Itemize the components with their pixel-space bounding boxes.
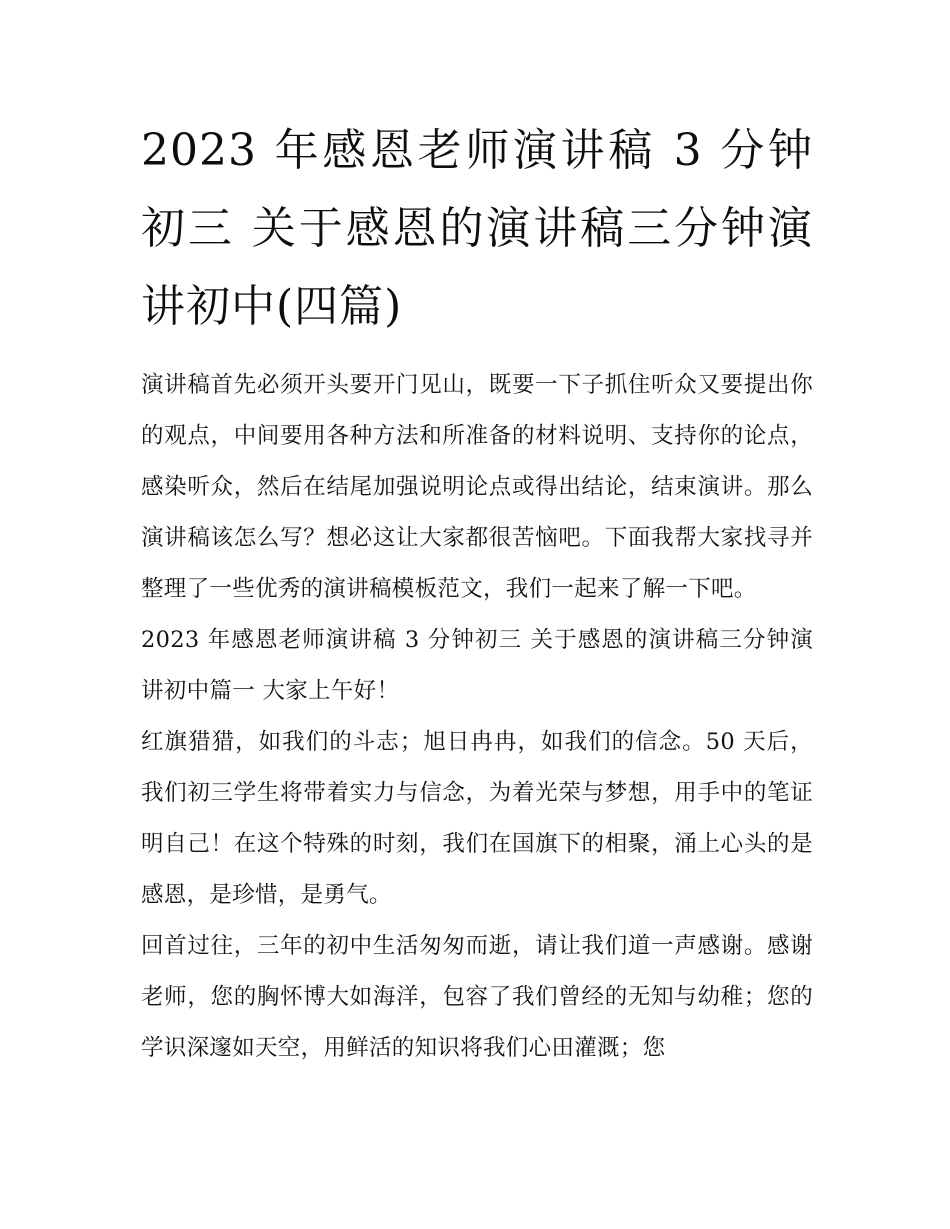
document-body xyxy=(141,360,813,1074)
document-page xyxy=(141,112,813,1074)
body-paragraph-1: 红旗猎猎，如我们的斗志；旭日冉冉，如我们的信念。50 天后，我们初三学生将带着实力与信念，为着光荣与梦想，用手中的笔证明自己！在这个特殊的时刻，我们在国旗下的相聚，涌上心头的是感恩，是珍惜，是勇气。 xyxy=(141,729,813,908)
section-heading-paragraph: 2023 年感恩老师演讲稿 3 分钟初三 关于感恩的演讲稿三分钟演讲初中篇一 大家上午好！ xyxy=(141,627,813,704)
body-paragraph-2: 回首过往，三年的初中生活匆匆而逝，请让我们道一声感谢。感谢老师，您的胸怀博大如海洋，包容了我们曾经的无知与幼稚；您的学识深邃如天空，用鲜活的知识将我们心田灌溉；您 xyxy=(141,933,813,1061)
document-title: 2023 年感恩老师演讲稿 3 分钟初三 关于感恩的演讲稿三分钟演讲初中(四篇) xyxy=(141,125,813,332)
intro-paragraph: 演讲稿首先必须开头要开门见山，既要一下子抓住听众又要提出你的观点，中间要用各种方法和所准备的材料说明、支持你的论点，感染听众，然后在结尾加强说明论点或得出结论，结束演讲。那么演讲稿该怎么写？想必这让大家都很苦恼吧。下面我帮大家找寻并整理了一些优秀的演讲稿模板范文，我们一起来了解一下吧。 xyxy=(141,372,813,602)
